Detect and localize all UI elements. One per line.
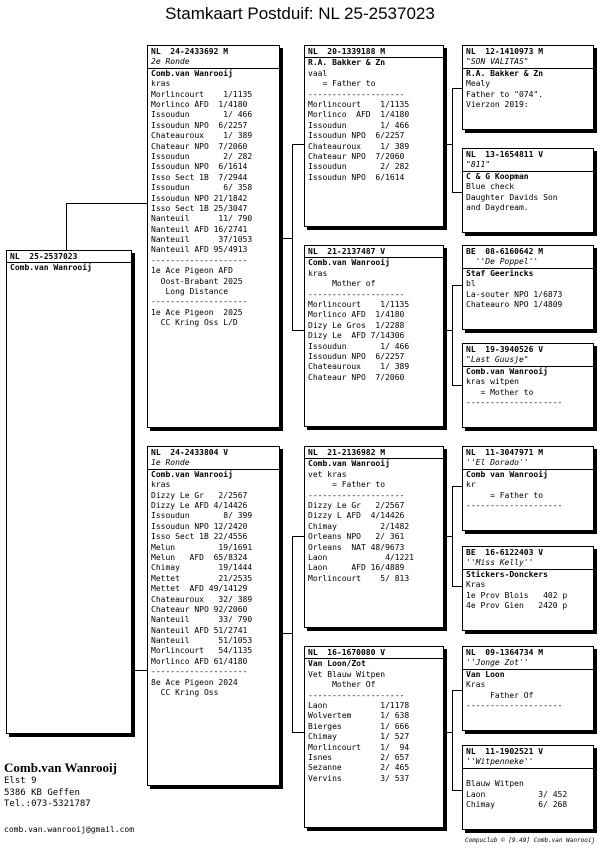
owner-name: Van Loon/Zot — [308, 659, 366, 669]
result-line: Nanteuil 11/ 790 — [151, 214, 253, 224]
result-line: kr — [466, 480, 476, 490]
pigeon-name: 1e Ronde — [151, 458, 190, 468]
result-line: CC Kring Oss L/D — [151, 318, 238, 328]
result-line: -------------------- — [466, 700, 563, 710]
owner-name: Comb.van Wanrooij — [151, 68, 233, 78]
result-line: -------------------- — [151, 255, 248, 265]
result-line: Isnes 2/ 657 — [308, 752, 410, 762]
owner-name: R.A. Bakker & Zn — [466, 68, 544, 78]
connector-line — [452, 486, 462, 487]
result-line: -------------------- — [466, 397, 563, 407]
result-line: Kras — [466, 580, 486, 590]
result-line: Dizzy Le AFD 4/14426 — [151, 500, 248, 510]
great-grandparent-fmm-card[interactable] — [462, 343, 594, 428]
ring-number: NL 12-1410973 M — [466, 47, 544, 56]
connector-line — [66, 203, 147, 204]
result-line: Nanteuil 51/1053 — [151, 636, 253, 646]
connector-line — [292, 144, 304, 145]
connector-line — [452, 586, 462, 587]
result-line: Chateaur NPO 7/2060 — [151, 141, 248, 151]
great-grandparent-fff-card[interactable] — [462, 45, 594, 130]
result-line: Dizzy Le Gr 2/2567 — [308, 500, 405, 510]
result-line: Issoudun 2/ 282 — [151, 151, 253, 161]
connector-line — [280, 633, 292, 634]
result-line: kras — [151, 480, 171, 490]
connector-line — [452, 285, 462, 286]
result-line: kras — [308, 268, 328, 278]
result-line: Issoudun NPO 6/1614 — [151, 162, 248, 172]
result-line: Dizy Le Gros 1/2288 — [308, 320, 405, 330]
breeder-address-line1: Elst 9 — [4, 776, 37, 786]
card-body — [463, 268, 593, 311]
connector-line — [444, 144, 452, 145]
owner-name: Staf Geerincks — [466, 268, 534, 278]
result-line: Dizzy Le Gr 2/2567 — [151, 490, 248, 500]
result-line: Isso Sect 1B 25/3047 — [151, 203, 248, 213]
breeder-email[interactable]: comb.van.wanrooij@gmail.com — [4, 825, 135, 834]
result-line: Melun 19/1691 — [151, 542, 253, 552]
page-title: Stamkaart Postduif: NL 25-2537023 — [165, 4, 435, 23]
connector-line — [452, 690, 453, 790]
result-line: Chateaur NPO 7/2060 — [308, 372, 405, 382]
result-line: Chimay 6/ 268 — [466, 799, 568, 809]
result-line: Long Distance — [151, 287, 229, 297]
result-line: Issoudun 1/ 466 — [151, 110, 253, 120]
result-line: Father Of — [466, 690, 534, 700]
connector-line — [452, 88, 453, 192]
result-line: Chimay 1/ 527 — [308, 732, 410, 742]
pigeon-name: ''Jonge Zot'' — [466, 658, 529, 668]
pigeon-name: "Last Guusje" — [466, 355, 529, 365]
result-line: Laon 1/1178 — [308, 700, 410, 710]
result-line: and Daydream. — [466, 202, 529, 212]
result-line: = Father to — [308, 480, 386, 490]
result-line: Chateauroux 32/ 389 — [151, 594, 253, 604]
result-line: Morlincourt 54/1135 — [151, 646, 253, 656]
result-line: Nanteuil AFD 95/4913 — [151, 245, 248, 255]
owner-name: Comb.van Wanrooij — [308, 459, 390, 469]
result-line: Dizzy L AFD 4/14426 — [308, 511, 405, 521]
owner-name: C & G Koopman — [466, 171, 529, 181]
owner-name: R.A. Bakker & Zn — [308, 58, 386, 68]
connector-line — [452, 385, 462, 386]
paternal-grandfather-card[interactable] — [304, 45, 444, 227]
ring-number: NL 16-1670080 V — [308, 648, 386, 657]
connector-line — [452, 88, 462, 89]
result-line: Blauw Witpen — [466, 779, 524, 789]
owner-name: Comb.van Wanrooij — [466, 366, 548, 376]
breeder-phone: Tel.:073-5321787 — [4, 799, 91, 809]
breeder-name: Comb.van Wanrooij — [4, 760, 117, 775]
result-line: 1e Ace Pigeon AFD — [151, 266, 233, 276]
ring-number: NL 13-1654811 V — [466, 150, 544, 159]
great-grandparent-mff-card[interactable] — [462, 446, 594, 531]
result-line: Chimay 2/1482 — [308, 521, 410, 531]
ring-number: NL 21-2137487 V — [308, 247, 386, 256]
connector-line — [452, 690, 462, 691]
result-line: 4e Prov Gien 2420 p — [466, 600, 568, 610]
card-body — [463, 569, 593, 612]
result-line: = Father to — [308, 79, 376, 89]
card-body — [463, 171, 593, 214]
result-line: Issoudun 1/ 466 — [308, 341, 410, 351]
result-line: kras — [151, 79, 171, 89]
result-line: Wolvertem 1/ 638 — [308, 711, 410, 721]
result-line: Orleans NPO 2/ 361 — [308, 532, 405, 542]
result-line: Melun AFD 65/8324 — [151, 552, 248, 562]
result-line: Chateauroux 1/ 389 — [151, 131, 253, 141]
owner-name: Comb.van Wanrooij — [308, 258, 390, 268]
result-line: Oost-Brabant 2025 — [151, 276, 243, 286]
result-line: Chimay 19/1444 — [151, 563, 253, 573]
result-line: Morlincourt 1/1135 — [308, 299, 410, 309]
breeder-address-line2: 5386 KB Geffen — [4, 787, 80, 798]
result-line: Father to "074". — [466, 89, 544, 99]
result-line: Chateaur NPO 92/2060 — [151, 604, 248, 614]
result-line: Mother of — [308, 279, 376, 289]
maternal-grandmother-card[interactable] — [304, 646, 444, 828]
ring-number: BE 16-6122403 V — [466, 548, 544, 557]
result-line: Issoudun 6/ 358 — [151, 183, 253, 193]
subject-pigeon-card[interactable] — [6, 250, 132, 734]
card-body — [463, 768, 593, 811]
result-line: Vet Blauw Witpen — [308, 669, 386, 679]
result-line: Nanteuil 37/1053 — [151, 235, 253, 245]
pigeon-name: 2e Ronde — [151, 57, 190, 67]
result-line: -------------------- — [466, 500, 563, 510]
result-line: Mettet 21/2535 — [151, 573, 253, 583]
ring-number: NL 09-1364734 M — [466, 648, 544, 657]
owner-name: Comb.van Wanrooij — [10, 263, 92, 273]
result-line: Chateauroux 1/ 389 — [308, 141, 410, 151]
result-line: vaal — [308, 68, 328, 78]
result-line: 1e Prov Blois 402 p — [466, 590, 568, 600]
card-body — [305, 458, 443, 584]
result-line: La-souter NPO 1/6873 — [466, 289, 563, 299]
pigeon-name: ''Miss Kelly'' — [466, 558, 534, 568]
result-line: Nanteuil 33/ 790 — [151, 615, 253, 625]
result-line: Issoudun 8/ 399 — [151, 511, 253, 521]
great-grandparent-fmf-card[interactable] — [462, 245, 594, 330]
result-line: -------------------- — [308, 490, 405, 500]
pigeon-name: ''Witpenneke'' — [466, 757, 534, 767]
result-line: Blue check — [466, 182, 515, 192]
connector-line — [292, 330, 304, 331]
card-body — [463, 469, 593, 512]
result-line: vet kras — [308, 469, 347, 479]
result-line: Issoudun 2/ 282 — [308, 162, 410, 172]
owner-name: Stickers-Donckers — [466, 569, 548, 579]
result-line: Vierzon 2019: — [466, 99, 529, 109]
result-line: -------------------- — [308, 89, 405, 99]
connector-line — [280, 238, 292, 239]
paternal-grandmother-card[interactable] — [304, 245, 444, 427]
result-line: Nanteuil AFD 16/2741 — [151, 224, 248, 234]
result-line: Morlincourt 1/ 94 — [308, 742, 410, 752]
result-line: = Father to — [466, 490, 544, 500]
great-grandparent-mfm-card[interactable] — [462, 546, 594, 631]
result-line: Kras — [466, 680, 486, 690]
result-line: Chateauro NPO 1/4809 — [466, 299, 563, 309]
result-line: -------------------- — [151, 297, 248, 307]
father-card[interactable] — [147, 45, 280, 428]
result-line: Vervins 3/ 537 — [308, 773, 410, 783]
result-line: Isso Sect 1B 22/4556 — [151, 532, 248, 542]
connector-line — [444, 330, 452, 331]
result-line: Morlinco AFD 1/4180 — [151, 99, 248, 109]
result-line: Morlinco AFD 1/4180 — [308, 310, 405, 320]
result-line: Mealy — [466, 79, 491, 89]
result-line: 1e Ace Pigeon 2025 — [151, 307, 243, 317]
result-line: Isso Sect 1B 7/2944 — [151, 172, 248, 182]
result-line: Issoudun NPO 12/2420 — [151, 521, 248, 531]
result-line: -------------------- — [151, 667, 248, 677]
result-line: Laon 4/1221 — [308, 552, 414, 562]
great-grandparent-ffm-card[interactable] — [462, 148, 594, 233]
mother-card[interactable] — [147, 446, 280, 786]
result-line: Daughter Davids Son — [466, 192, 558, 202]
ring-number: NL 21-2136982 M — [308, 448, 386, 457]
connector-line — [66, 203, 67, 250]
card-body — [305, 57, 443, 183]
card-body — [305, 658, 443, 784]
ring-number: BE 08-6160642 M — [466, 247, 544, 256]
result-line: Orleans NAT 48/9673 — [308, 542, 405, 552]
result-line: -------------------- — [308, 289, 405, 299]
result-line: Chateaur NPO 7/2060 — [308, 151, 405, 161]
result-line: = Mother to — [466, 387, 534, 397]
card-body — [148, 469, 279, 699]
result-line: Laon AFD 16/4889 — [308, 563, 405, 573]
card-body — [463, 366, 593, 409]
connector-line — [292, 144, 293, 330]
result-line: -------------------- — [308, 690, 405, 700]
connector-line — [292, 536, 293, 732]
owner-name: Van Loon — [466, 669, 505, 679]
result-line: Nanteuil AFD 51/2741 — [151, 625, 248, 635]
ring-number: NL 25-2537023 — [10, 252, 78, 261]
result-line: Issoudun NPO 21/1842 — [151, 193, 248, 203]
great-grandparent-mmm-card[interactable] — [462, 745, 594, 830]
result-line: 8e Ace Pigeon 2024 — [151, 677, 238, 687]
result-line: Mettet AFD 49/14129 — [151, 584, 248, 594]
ring-number: NL 11-3047971 M — [466, 448, 544, 457]
result-line: Chateauroux 1/ 389 — [308, 362, 410, 372]
result-line: Morlincourt 1/1135 — [308, 99, 410, 109]
footer-credit: Compuclub © [9.49] Comb.van Wanrooij — [465, 837, 596, 844]
pigeon-name: ''El Dorado'' — [466, 458, 529, 468]
connector-line — [452, 192, 462, 193]
result-line: Dizy Le AFD 7/14306 — [308, 331, 405, 341]
result-line: Issoudun NPO 6/1614 — [308, 172, 405, 182]
owner-name: Comb van Wanrooij — [466, 469, 548, 479]
card-body — [463, 669, 593, 712]
owner-name — [466, 769, 590, 779]
card-body — [148, 68, 279, 329]
pigeon-name: "811" — [466, 160, 491, 170]
connector-line — [444, 732, 452, 733]
ring-number: NL 19-3940526 V — [466, 345, 544, 354]
ring-number: NL 24-2433692 M — [151, 47, 229, 56]
connector-line — [444, 536, 452, 537]
connector-line — [292, 732, 304, 733]
maternal-grandfather-card[interactable] — [304, 446, 444, 628]
ring-number: NL 24-2433804 V — [151, 448, 229, 457]
result-line: Morlincourt 1/1135 — [151, 89, 253, 99]
connector-line — [452, 285, 453, 385]
ring-number: NL 20-1339188 M — [308, 47, 386, 56]
result-line: Morlincourt 5/ 813 — [308, 573, 410, 583]
result-line: Morlinco AFD 61/4180 — [151, 656, 248, 666]
pigeon-name: "SON VALITAS" — [466, 57, 529, 67]
result-line: Issoudun 1/ 466 — [308, 120, 410, 130]
result-line: Issoudun NPO 6/2257 — [308, 131, 405, 141]
card-body — [305, 257, 443, 383]
ring-number: NL 11-1902521 V — [466, 747, 544, 756]
result-line: Bierges 1/ 666 — [308, 721, 410, 731]
result-line: Issoudun NPO 6/2257 — [151, 120, 248, 130]
connector-line — [452, 486, 453, 586]
connector-line — [452, 790, 462, 791]
result-line: Mother Of — [308, 680, 376, 690]
owner-name: Comb.van Wanrooij — [151, 469, 233, 479]
connector-line — [292, 536, 304, 537]
result-line: Issoudun NPO 6/2257 — [308, 351, 405, 361]
result-line: Morlinco AFD 1/4180 — [308, 110, 410, 120]
breeder-info — [4, 760, 117, 811]
result-line: kras witpen — [466, 377, 519, 387]
result-line: bl — [466, 279, 476, 289]
great-grandparent-mmf-card[interactable] — [462, 646, 594, 731]
card-body — [463, 68, 593, 111]
pigeon-name: ''De Poppel'' — [466, 257, 539, 267]
result-line: CC Kring Oss — [151, 688, 219, 698]
card-body — [7, 262, 131, 273]
result-line: Sezanne 2/ 465 — [308, 763, 410, 773]
result-line: Laon 3/ 452 — [466, 789, 568, 799]
